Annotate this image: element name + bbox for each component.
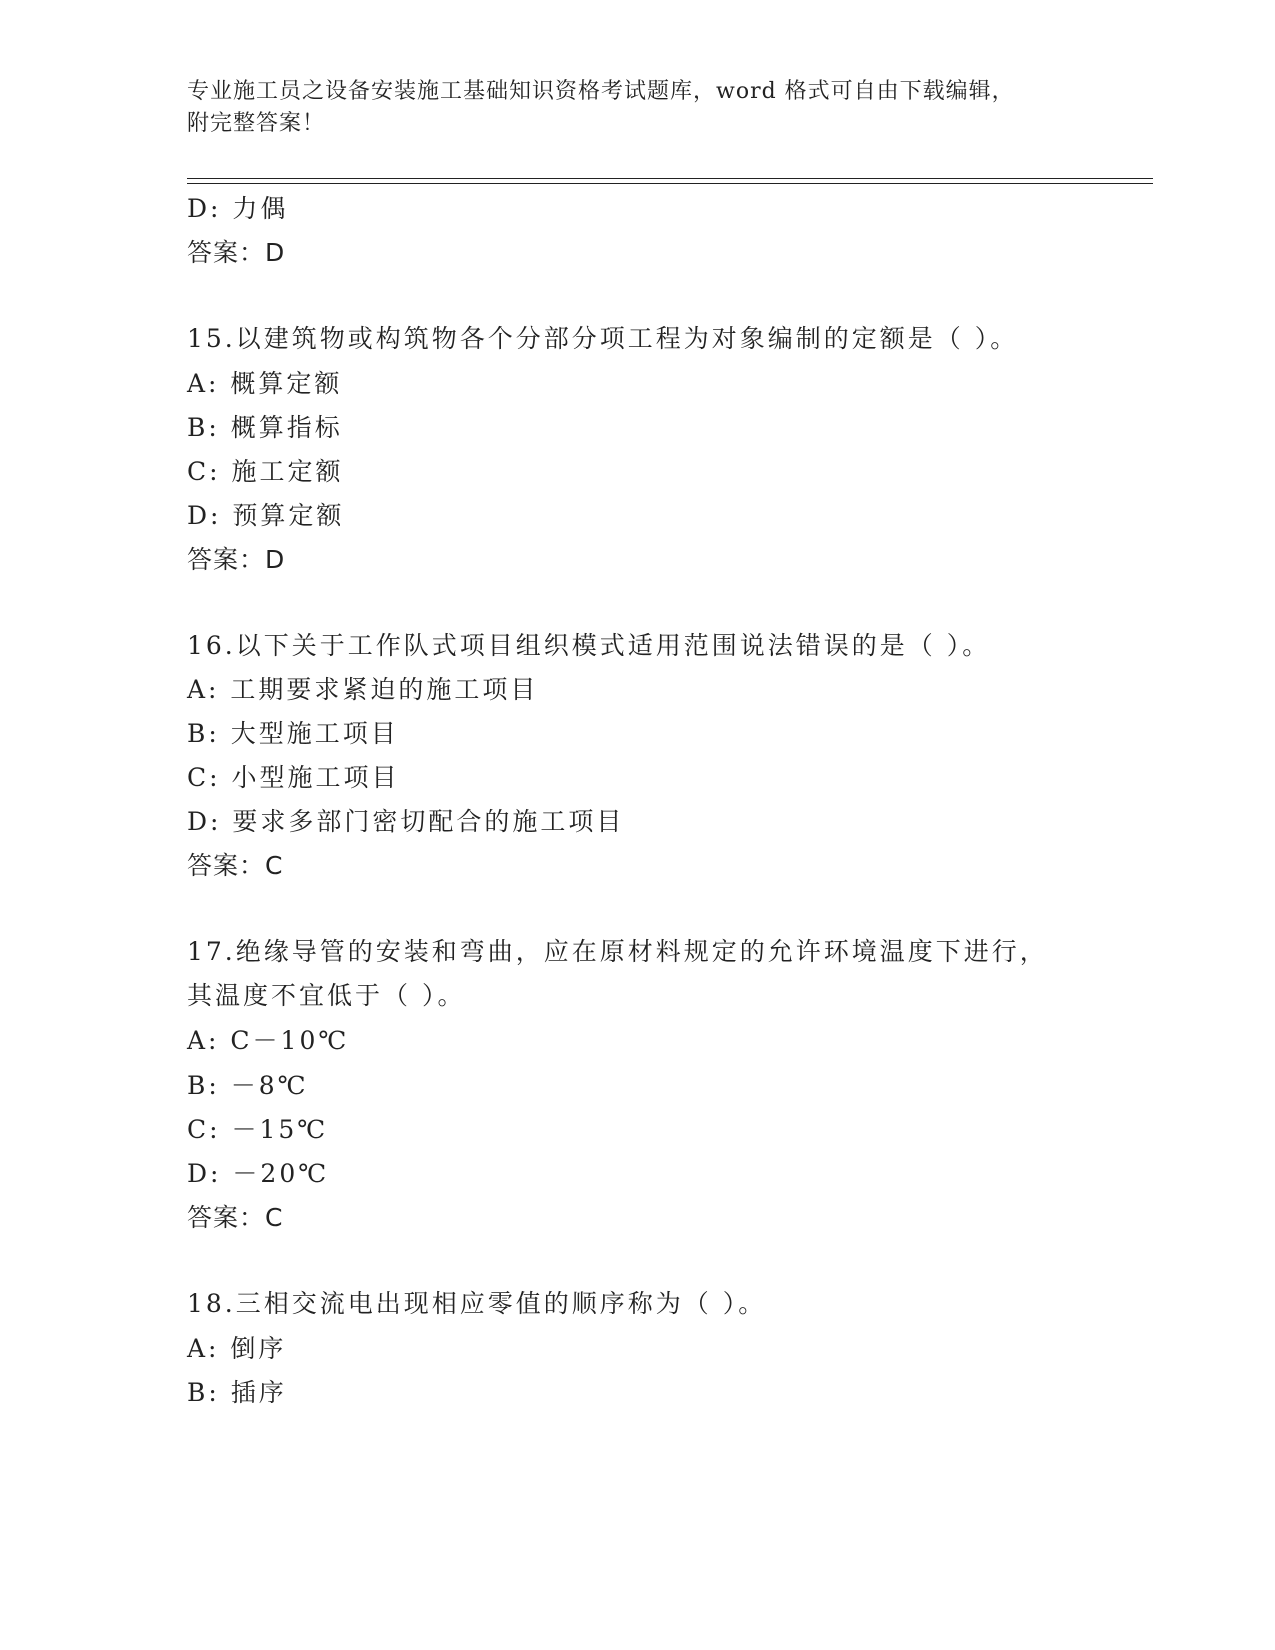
q15-answer: 答案：D (187, 545, 286, 574)
q15-option-d: D: 预算定额 (187, 501, 345, 530)
q18-stem: 18.三相交流电出现相应零值的顺序称为（ ）。 (187, 1289, 767, 1318)
q16-option-a: A: 工期要求紧迫的施工项目 (187, 675, 539, 704)
header-divider-bottom (187, 183, 1153, 184)
q17-stem-line-1: 17.绝缘导管的安装和弯曲，应在原材料规定的允许环境温度下进行， (187, 937, 1048, 966)
q17-stem-line-2: 其温度不宜低于（ ）。 (187, 981, 466, 1010)
q15-option-a: A: 概算定额 (187, 369, 343, 398)
prev-answer: 答案：D (187, 238, 286, 267)
q17-option-b: B: －8℃ (187, 1071, 309, 1100)
q15-option-b: B: 概算指标 (187, 413, 343, 442)
q16-option-d: D: 要求多部门密切配合的施工项目 (187, 807, 625, 836)
q18-option-b: B: 插序 (187, 1378, 287, 1407)
header-line-2: 附完整答案！ (187, 111, 326, 136)
header-divider-top (187, 178, 1153, 179)
q16-option-c: C: 小型施工项目 (187, 763, 400, 792)
q16-stem: 16.以下关于工作队式项目组织模式适用范围说法错误的是（ ）。 (187, 631, 991, 660)
q16-option-b: B: 大型施工项目 (187, 719, 399, 748)
q15-stem: 15.以建筑物或构筑物各个分部分项工程为对象编制的定额是（ ）。 (187, 324, 1019, 353)
q15-option-c: C: 施工定额 (187, 457, 344, 486)
q17-option-d: D: －20℃ (187, 1159, 330, 1188)
q18-option-a: A: 倒序 (187, 1334, 287, 1363)
q16-answer: 答案：C (187, 851, 284, 880)
q17-option-c: C: －15℃ (187, 1115, 329, 1144)
header-line-1: 专业施工员之设备安装施工基础知识资格考试题库，word 格式可自由下载编辑， (187, 79, 1015, 104)
q17-option-a: A: C－10℃ (187, 1026, 350, 1055)
prev-option-d: D: 力偶 (187, 194, 289, 223)
document-header (187, 76, 1087, 140)
q17-answer: 答案：C (187, 1203, 284, 1232)
